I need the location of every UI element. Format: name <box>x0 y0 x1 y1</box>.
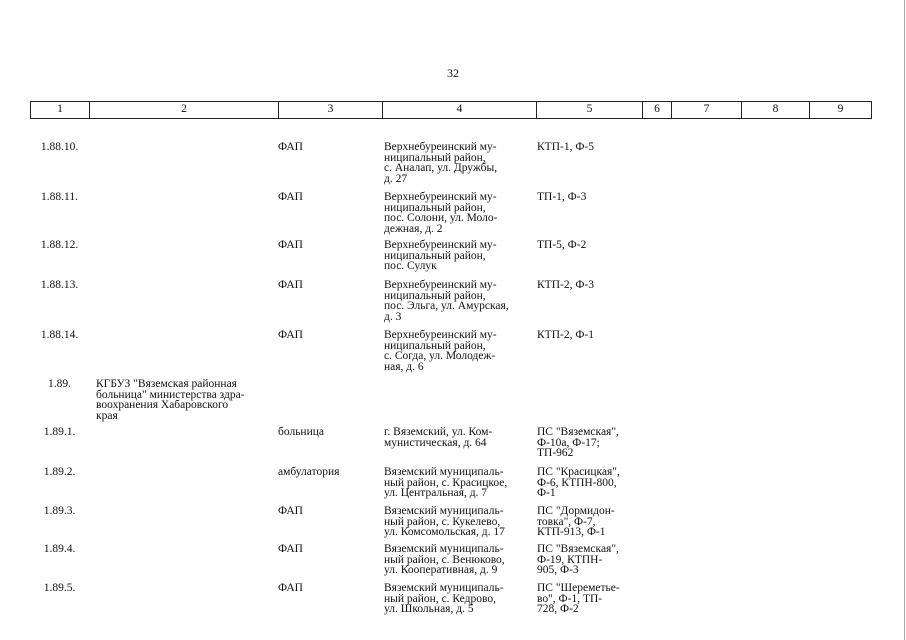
table-row <box>30 583 872 615</box>
power-source-line: Ф-19, КТПН- <box>537 553 603 566</box>
address-line: с. Аналап, ул. Дружбы, <box>384 162 498 174</box>
row-number: 1.88.14. <box>40 329 79 341</box>
power-source-line: Ф-1 <box>537 487 556 499</box>
organization-name <box>89 379 278 421</box>
address-line: пос. Эльга, ул. Амурская, <box>384 300 509 312</box>
power-source <box>536 142 642 153</box>
facility-address <box>382 544 536 576</box>
address-line: д. 3 <box>384 310 402 323</box>
address-line: ниципальный район, <box>384 339 486 352</box>
power-source <box>536 240 642 251</box>
header-col-9: 9 <box>809 102 872 118</box>
address-line: ный район, с. Кедрово, <box>384 592 496 605</box>
row-number: 1.88.10. <box>40 141 79 153</box>
header-col-7: 7 <box>671 102 741 118</box>
table-row <box>30 142 872 184</box>
facility-type: ФАП <box>278 505 303 517</box>
table-row <box>30 467 872 499</box>
power-source <box>536 427 642 459</box>
facility-address <box>382 280 536 322</box>
organization-line: КГБУЗ "Вяземская районная <box>96 378 237 390</box>
facility-type: ФАП <box>278 329 303 341</box>
address-line: ный район, с. Красицкое, <box>384 476 508 489</box>
header-col-2: 2 <box>89 102 278 118</box>
address-line: ниципальный район, <box>384 289 486 302</box>
power-source <box>536 192 642 203</box>
facility-type: ФАП <box>278 582 303 594</box>
table-row <box>30 240 872 272</box>
power-source-line: КТП-913, Ф-1 <box>537 526 606 538</box>
address-line: пос. Солони, ул. Моло- <box>384 212 498 224</box>
address-line: Верхнебуреинский му- <box>384 329 497 341</box>
address-line: г. Вяземский, ул. Ком- <box>384 426 493 438</box>
address-line: Верхнебуреинский му- <box>384 239 497 251</box>
address-line: ул. Школьная, д. 5 <box>384 603 474 615</box>
power-source <box>536 330 642 341</box>
facility-type: ФАП <box>278 191 303 203</box>
header-col-8: 8 <box>741 102 809 118</box>
row-number: 1.89.4. <box>43 543 76 555</box>
table-row <box>30 280 872 322</box>
table-row <box>30 427 872 459</box>
address-line: Вяземский муниципаль- <box>384 466 504 478</box>
facility-type: ФАП <box>278 141 303 153</box>
address-line: ная, д. 6 <box>384 360 424 373</box>
facility-type: ФАП <box>278 543 303 555</box>
row-number: 1.89.2. <box>43 466 76 478</box>
power-source-line: ТП-962 <box>537 447 574 459</box>
table-row <box>30 379 872 421</box>
power-source-line: ПС "Дормидон- <box>537 505 615 517</box>
address-line: Верхнебуреинский му- <box>384 191 497 203</box>
power-source-line: 905, Ф-3 <box>537 564 579 576</box>
organization-line: края <box>96 409 118 422</box>
address-line: Вяземский муниципаль- <box>384 582 504 594</box>
table-row <box>30 330 872 372</box>
table-header-row <box>30 101 872 119</box>
power-source <box>536 506 642 538</box>
header-col-4: 4 <box>382 102 536 118</box>
power-source-line: Ф-10а, Ф-17; <box>537 436 600 449</box>
facility-address <box>382 427 536 448</box>
address-line: Вяземский муниципаль- <box>384 505 504 517</box>
facility-address <box>382 583 536 615</box>
row-number: 1.88.12. <box>40 239 79 251</box>
row-number: 1.89. <box>48 378 71 390</box>
address-line: Верхнебуреинский му- <box>384 141 497 153</box>
facility-type: амбулатория <box>278 466 340 478</box>
power-source-line: во", Ф-1, ТП- <box>537 592 603 605</box>
address-line: ный район, с. Венюково, <box>384 553 505 566</box>
facility-address <box>382 240 536 272</box>
power-source-line: 728, Ф-2 <box>537 603 579 615</box>
address-line: ул. Центральная, д. 7 <box>384 487 488 499</box>
organization-line: больница" министерства здра- <box>96 388 245 401</box>
power-source <box>536 583 642 615</box>
address-line: с. Согда, ул. Молодеж- <box>384 350 496 362</box>
facility-address <box>382 506 536 538</box>
facility-type: ФАП <box>278 279 303 291</box>
address-line: дежная, д. 2 <box>384 222 443 235</box>
page-number: 32 <box>447 66 459 80</box>
organization-line: воохранения Хабаровского <box>96 399 229 411</box>
power-source <box>536 544 642 576</box>
table-row <box>30 506 872 538</box>
header-col-3: 3 <box>278 102 382 118</box>
address-line: ниципальный район, <box>384 249 486 262</box>
row-number: 1.89.5. <box>43 582 76 594</box>
row-number: 1.89.1. <box>43 426 76 438</box>
scan-edge-line <box>904 0 905 640</box>
address-line: ниципальный район, <box>384 201 486 214</box>
facility-type: ФАП <box>278 239 303 251</box>
address-line: ул. Кооперативная, д. 9 <box>384 564 498 576</box>
power-source-line: ПС "Красицкая", <box>537 466 620 478</box>
facility-address <box>382 142 536 184</box>
header-col-1: 1 <box>30 102 89 118</box>
power-source-line: КТП-1, Ф-5 <box>537 141 594 153</box>
address-line: ниципальный район, <box>384 151 486 164</box>
facility-address <box>382 192 536 234</box>
header-col-6: 6 <box>642 102 671 118</box>
power-source-line: КТП-2, Ф-3 <box>537 279 594 291</box>
table-row <box>30 544 872 576</box>
power-source-line: ТП-1, Ф-3 <box>537 191 587 203</box>
power-source-line: ПС "Шереметье- <box>537 582 620 594</box>
power-source-line: ПС "Вяземская", <box>537 426 619 438</box>
facility-address <box>382 467 536 499</box>
power-source-line: ПС "Вяземская", <box>537 543 619 555</box>
power-source-line: товка", Ф-7, <box>537 515 596 528</box>
header-col-5: 5 <box>536 102 642 118</box>
facility-type: больница <box>278 426 324 438</box>
power-source-line: КТП-2, Ф-1 <box>537 329 594 341</box>
power-source <box>536 467 642 499</box>
address-line: Вяземский муниципаль- <box>384 543 504 555</box>
address-line: ный район, с. Кукелево, <box>384 515 501 528</box>
row-number: 1.89.3. <box>43 505 76 517</box>
address-line: д. 27 <box>384 172 408 185</box>
facility-address <box>382 330 536 372</box>
power-source-line: Ф-6, КТПН-800, <box>537 476 617 489</box>
power-source <box>536 280 642 291</box>
row-number: 1.88.13. <box>40 279 79 291</box>
address-line: мунистическая, д. 64 <box>384 436 487 449</box>
power-source-line: ТП-5, Ф-2 <box>537 239 587 251</box>
address-line: пос. Сулук <box>384 260 437 272</box>
facilities-table <box>30 101 872 621</box>
table-row <box>30 192 872 234</box>
row-number: 1.88.11. <box>41 191 78 203</box>
address-line: Верхнебуреинский му- <box>384 279 497 291</box>
address-line: ул. Комсомольская, д. 17 <box>384 526 505 538</box>
